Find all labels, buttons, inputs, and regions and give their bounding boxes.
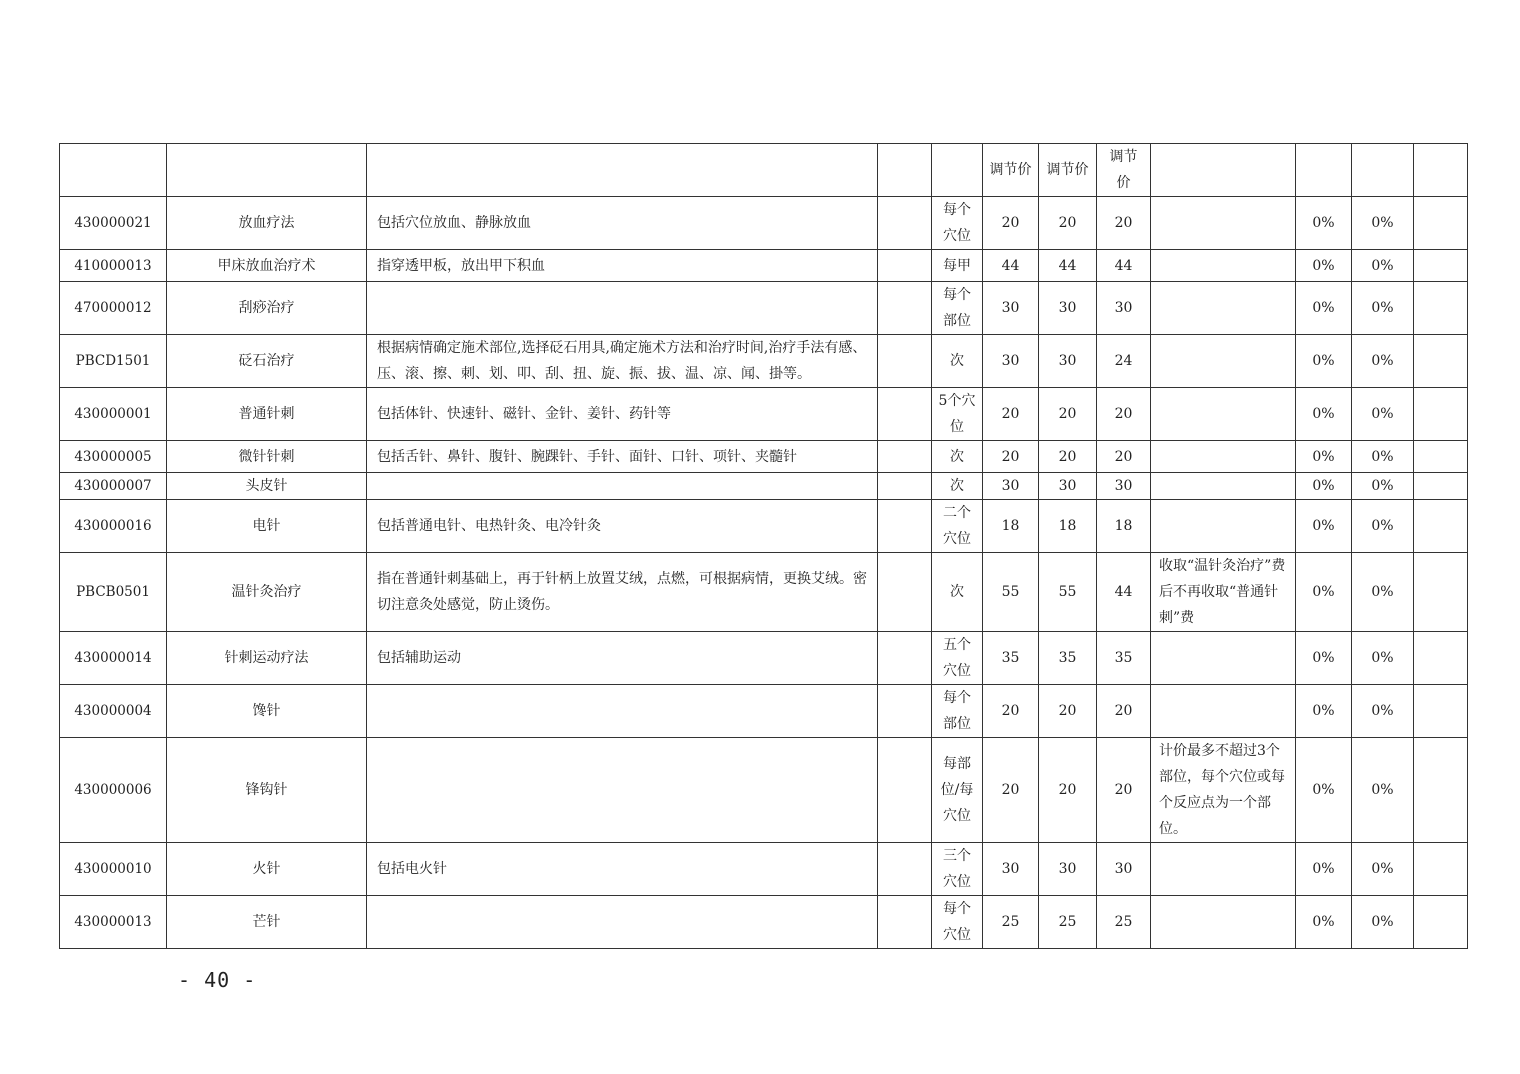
- item-description-cell: 包括穴位放血、静脉放血: [367, 197, 878, 250]
- table-row: [60, 738, 1468, 843]
- note-cell: [1151, 473, 1296, 500]
- empty-cell: [878, 632, 932, 685]
- empty-cell: [878, 335, 932, 388]
- price-table: [59, 143, 1468, 949]
- ratio-cell: 0%: [1352, 250, 1414, 282]
- table-row: [60, 843, 1468, 896]
- price-cell: 30: [1039, 843, 1097, 896]
- ratio-cell: 0%: [1296, 632, 1352, 685]
- ratio-cell: 0%: [1296, 388, 1352, 441]
- price-cell: 20: [1039, 441, 1097, 473]
- price-cell: 44: [1039, 250, 1097, 282]
- item-description-cell: 包括普通电针、电热针灸、电冷针灸: [367, 500, 878, 553]
- price-cell: 30: [1039, 335, 1097, 388]
- empty-cell: [878, 250, 932, 282]
- table-row: [60, 685, 1468, 738]
- ratio-cell: 0%: [1296, 500, 1352, 553]
- ratio-cell: 0%: [1296, 473, 1352, 500]
- ratio-cell: 0%: [1352, 632, 1414, 685]
- note-cell: [1151, 282, 1296, 335]
- item-description-cell: [367, 282, 878, 335]
- ratio-cell: 0%: [1296, 553, 1352, 632]
- price-cell: 30: [983, 473, 1039, 500]
- empty-cell: [878, 843, 932, 896]
- item-name-cell: 微针针刺: [167, 441, 367, 473]
- table-row: [60, 473, 1468, 500]
- item-name-cell: 针刺运动疗法: [167, 632, 367, 685]
- ratio-cell: 0%: [1296, 282, 1352, 335]
- price-cell: 18: [983, 500, 1039, 553]
- empty-cell: [878, 896, 932, 949]
- price-cell: 55: [1039, 553, 1097, 632]
- unit-cell: 每个部位: [932, 282, 983, 335]
- empty-cell: [878, 685, 932, 738]
- empty-cell: [1414, 388, 1468, 441]
- note-cell: 收取“温针灸治疗”费后不再收取“普通针刺”费: [1151, 553, 1296, 632]
- price-cell: 18: [1039, 500, 1097, 553]
- price-cell: 44: [1097, 553, 1151, 632]
- note-cell: [1151, 197, 1296, 250]
- unit-cell: 次: [932, 335, 983, 388]
- note-cell: [1151, 335, 1296, 388]
- ratio-cell: 0%: [1352, 843, 1414, 896]
- item-name-cell: 温针灸治疗: [167, 553, 367, 632]
- empty-cell: [1414, 685, 1468, 738]
- table-row: [60, 250, 1468, 282]
- price-cell: 35: [1097, 632, 1151, 685]
- price-cell: 44: [1097, 250, 1151, 282]
- ratio-cell: 0%: [1296, 843, 1352, 896]
- price-cell: 30: [983, 282, 1039, 335]
- ratio-cell: 0%: [1296, 250, 1352, 282]
- header-cell: [878, 144, 932, 197]
- header-adjusted-price-3: 调节价: [1097, 144, 1151, 197]
- ratio-cell: 0%: [1296, 335, 1352, 388]
- price-cell: 35: [1039, 632, 1097, 685]
- ratio-cell: 0%: [1296, 441, 1352, 473]
- item-name-cell: 火针: [167, 843, 367, 896]
- item-code-cell: 430000006: [60, 738, 167, 843]
- header-cell: [932, 144, 983, 197]
- table-row: [60, 282, 1468, 335]
- ratio-cell: 0%: [1296, 738, 1352, 843]
- price-cell: 20: [1039, 685, 1097, 738]
- page-number: - 40 -: [178, 968, 257, 992]
- empty-cell: [1414, 553, 1468, 632]
- table-row: [60, 441, 1468, 473]
- ratio-cell: 0%: [1352, 441, 1414, 473]
- item-description-cell: [367, 473, 878, 500]
- unit-cell: 5个穴位: [932, 388, 983, 441]
- header-cell: [60, 144, 167, 197]
- item-code-cell: 470000012: [60, 282, 167, 335]
- header-cell: [1151, 144, 1296, 197]
- item-description-cell: 包括体针、快速针、磁针、金针、姜针、药针等: [367, 388, 878, 441]
- empty-cell: [878, 553, 932, 632]
- item-code-cell: 410000013: [60, 250, 167, 282]
- price-cell: 20: [1039, 197, 1097, 250]
- item-name-cell: 芒针: [167, 896, 367, 949]
- unit-cell: 次: [932, 473, 983, 500]
- item-name-cell: 电针: [167, 500, 367, 553]
- unit-cell: 次: [932, 441, 983, 473]
- price-cell: 30: [1097, 473, 1151, 500]
- price-cell: 44: [983, 250, 1039, 282]
- note-cell: [1151, 685, 1296, 738]
- price-cell: 24: [1097, 335, 1151, 388]
- note-cell: 计价最多不超过3个部位，每个穴位或每个反应点为一个部位。: [1151, 738, 1296, 843]
- ratio-cell: 0%: [1352, 896, 1414, 949]
- item-name-cell: 普通针刺: [167, 388, 367, 441]
- price-cell: 20: [983, 685, 1039, 738]
- item-name-cell: 锋钩针: [167, 738, 367, 843]
- item-description-cell: 根据病情确定施术部位,选择砭石用具,确定施术方法和治疗时间,治疗手法有感、压、滚、擦、刺、划、叩、刮、扭、旋、振、拔、温、凉、闻、掛等。: [367, 335, 878, 388]
- table-row: [60, 632, 1468, 685]
- price-cell: 30: [1097, 282, 1151, 335]
- table-row: [60, 553, 1468, 632]
- empty-cell: [878, 473, 932, 500]
- item-code-cell: 430000007: [60, 473, 167, 500]
- unit-cell: 每部位/每穴位: [932, 738, 983, 843]
- item-code-cell: 430000010: [60, 843, 167, 896]
- ratio-cell: 0%: [1352, 500, 1414, 553]
- table-row: [60, 500, 1468, 553]
- item-description-cell: 包括舌针、鼻针、腹针、腕踝针、手针、面针、口针、项针、夹髓针: [367, 441, 878, 473]
- item-name-cell: 甲床放血治疗术: [167, 250, 367, 282]
- item-name-cell: 放血疗法: [167, 197, 367, 250]
- item-code-cell: 430000001: [60, 388, 167, 441]
- ratio-cell: 0%: [1352, 738, 1414, 843]
- empty-cell: [878, 500, 932, 553]
- ratio-cell: 0%: [1352, 388, 1414, 441]
- item-code-cell: PBCD1501: [60, 335, 167, 388]
- header-cell: [1296, 144, 1352, 197]
- item-description-cell: [367, 896, 878, 949]
- ratio-cell: 0%: [1352, 197, 1414, 250]
- empty-cell: [1414, 843, 1468, 896]
- item-name-cell: 砭石治疗: [167, 335, 367, 388]
- header-cell: [1414, 144, 1468, 197]
- price-cell: 20: [1097, 685, 1151, 738]
- empty-cell: [878, 197, 932, 250]
- item-code-cell: 430000014: [60, 632, 167, 685]
- header-adjusted-price-1: 调节价: [983, 144, 1039, 197]
- note-cell: [1151, 500, 1296, 553]
- price-cell: 35: [983, 632, 1039, 685]
- price-cell: 30: [1097, 843, 1151, 896]
- item-code-cell: 430000013: [60, 896, 167, 949]
- unit-cell: 五个穴位: [932, 632, 983, 685]
- price-cell: 55: [983, 553, 1039, 632]
- price-cell: 20: [1097, 197, 1151, 250]
- item-description-cell: [367, 685, 878, 738]
- table-row: [60, 388, 1468, 441]
- price-cell: 20: [1097, 441, 1151, 473]
- unit-cell: 每甲: [932, 250, 983, 282]
- ratio-cell: 0%: [1296, 685, 1352, 738]
- header-cell: [1352, 144, 1414, 197]
- item-description-cell: 包括电火针: [367, 843, 878, 896]
- empty-cell: [1414, 250, 1468, 282]
- price-cell: 25: [1097, 896, 1151, 949]
- empty-cell: [1414, 335, 1468, 388]
- item-code-cell: 430000005: [60, 441, 167, 473]
- price-cell: 30: [983, 843, 1039, 896]
- header-cell: [167, 144, 367, 197]
- unit-cell: 次: [932, 553, 983, 632]
- empty-cell: [878, 441, 932, 473]
- unit-cell: 每个穴位: [932, 896, 983, 949]
- price-cell: 20: [983, 197, 1039, 250]
- ratio-cell: 0%: [1352, 335, 1414, 388]
- empty-cell: [1414, 896, 1468, 949]
- empty-cell: [878, 388, 932, 441]
- price-cell: 30: [1039, 473, 1097, 500]
- price-cell: 20: [1039, 738, 1097, 843]
- unit-cell: 三个穴位: [932, 843, 983, 896]
- price-cell: 25: [1039, 896, 1097, 949]
- unit-cell: 二个穴位: [932, 500, 983, 553]
- empty-cell: [1414, 441, 1468, 473]
- note-cell: [1151, 250, 1296, 282]
- item-name-cell: 馋针: [167, 685, 367, 738]
- empty-cell: [1414, 738, 1468, 843]
- unit-cell: 每个部位: [932, 685, 983, 738]
- price-cell: 20: [1039, 388, 1097, 441]
- header-adjusted-price-2: 调节价: [1039, 144, 1097, 197]
- empty-cell: [878, 738, 932, 843]
- price-cell: 20: [983, 738, 1039, 843]
- ratio-cell: 0%: [1352, 685, 1414, 738]
- ratio-cell: 0%: [1352, 553, 1414, 632]
- table-row: [60, 197, 1468, 250]
- table-row: [60, 896, 1468, 949]
- ratio-cell: 0%: [1296, 197, 1352, 250]
- item-code-cell: 430000021: [60, 197, 167, 250]
- empty-cell: [1414, 473, 1468, 500]
- empty-cell: [1414, 197, 1468, 250]
- price-cell: 30: [1039, 282, 1097, 335]
- price-cell: 30: [983, 335, 1039, 388]
- ratio-cell: 0%: [1352, 282, 1414, 335]
- note-cell: [1151, 441, 1296, 473]
- item-code-cell: 430000004: [60, 685, 167, 738]
- price-cell: 20: [983, 388, 1039, 441]
- item-code-cell: 430000016: [60, 500, 167, 553]
- price-cell: 20: [1097, 738, 1151, 843]
- item-description-cell: 指在普通针刺基础上，再于针柄上放置艾绒，点燃，可根据病情，更换艾绒。密切注意灸处感觉，防止烫伤。: [367, 553, 878, 632]
- unit-cell: 每个穴位: [932, 197, 983, 250]
- note-cell: [1151, 843, 1296, 896]
- note-cell: [1151, 632, 1296, 685]
- empty-cell: [878, 282, 932, 335]
- header-cell: [367, 144, 878, 197]
- price-cell: 18: [1097, 500, 1151, 553]
- item-name-cell: 刮痧治疗: [167, 282, 367, 335]
- item-description-cell: 包括辅助运动: [367, 632, 878, 685]
- note-cell: [1151, 896, 1296, 949]
- ratio-cell: 0%: [1352, 473, 1414, 500]
- empty-cell: [1414, 282, 1468, 335]
- empty-cell: [1414, 632, 1468, 685]
- empty-cell: [1414, 500, 1468, 553]
- header-row: [60, 144, 1468, 197]
- price-cell: 25: [983, 896, 1039, 949]
- item-name-cell: 头皮针: [167, 473, 367, 500]
- item-description-cell: 指穿透甲板，放出甲下积血: [367, 250, 878, 282]
- price-cell: 20: [1097, 388, 1151, 441]
- item-description-cell: [367, 738, 878, 843]
- ratio-cell: 0%: [1296, 896, 1352, 949]
- table-row: [60, 335, 1468, 388]
- item-code-cell: PBCB0501: [60, 553, 167, 632]
- note-cell: [1151, 388, 1296, 441]
- price-cell: 20: [983, 441, 1039, 473]
